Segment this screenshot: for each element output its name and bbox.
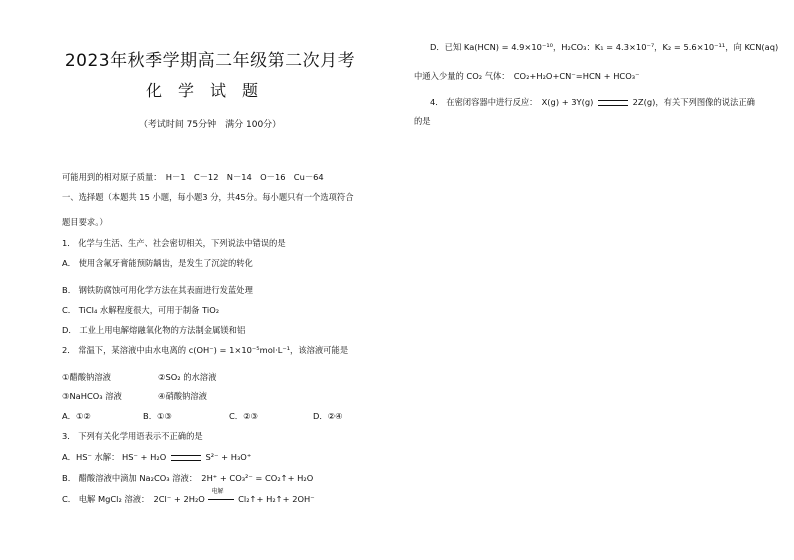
q3-option-a [62,452,251,463]
q2-item-1: ①醋酸钠溶液 [62,372,111,382]
equilibrium-arrow-q4 [598,100,628,106]
page-title: 2023年秋季学期高二年级第二次月考 [64,51,356,71]
q1-option-b: B． 钢铁防腐蚀可用化学方法在其表面进行发蓝处理 [62,285,253,295]
electrolysis-arrow [207,488,235,505]
q1-option-c: C． TiCl₄ 水解程度很大，可用于制备 TiO₂ [62,305,220,315]
q1-option-a: A． 使用含氟牙膏能预防龋齿，是发生了沉淀的转化 [62,258,253,268]
q2-option-a: A．①② [62,411,91,421]
q3-a-left: HS⁻ + H₂O [122,452,167,462]
q1-option-d: D． 工业上用电解熔融氧化物的方法制金属镁和铝 [62,325,246,335]
q2-option-b: B．①③ [143,411,172,421]
q2-item-4: ④硝酸钠溶液 [158,391,207,401]
equilibrium-arrow [171,455,201,461]
q3-c-right: Cl₂↑+ H₂↑+ 2OH⁻ [238,494,315,504]
q2-item-2: ②SO₂ 的水溶液 [158,372,217,382]
subject-title: 化学试题 [145,81,274,100]
q4-stem-left: 4． 在密闭容器中进行反应： X(g) + 3Y(g) [430,97,594,107]
q3-option-c [62,488,315,505]
q3-c-label: C． 电解 MgCl₂ 溶液： 2Cl⁻ + 2H₂O [62,494,205,504]
q1-stem: 1． 化学与生活、生产、社会密切相关，下列说法中错误的是 [62,238,286,248]
section1-heading-cont: 题目要求。） [62,217,108,227]
q2-item-3: ③NaHCO₃ 溶液 [62,391,122,401]
exam-info: （考试时间 75分钟 满分 100分） [138,120,282,130]
q3-a-right: S²⁻ + H₃O⁺ [205,452,252,462]
q4-stem [430,97,755,108]
q4-stem-right: 2Z(g)，有关下列图像的说法正确 [632,97,755,107]
electrolysis-condition: 电解 [211,488,224,495]
section1-heading: 一、选择题（本题共 15 小题，每小题3 分，共45分。每小题只有一个选项符合 [62,192,354,202]
q3-option-d-cont: 中通入少量的 CO₂ 气体： CO₂+H₂O+CN⁻=HCN + HCO₃⁻ [414,71,640,81]
reaction-line [208,499,234,500]
q3-option-b: B． 醋酸溶液中滴加 Na₂CO₃ 溶液： 2H⁺ + CO₃²⁻ = CO₂↑+ H₂O [62,473,314,483]
q2-option-d: D．②④ [313,411,343,421]
right-column [400,0,794,560]
q2-option-c: C．②③ [229,411,258,421]
q4-stem-cont: 的是 [414,116,431,126]
q3-a-label: A．HS⁻ 水解： [62,452,120,462]
q3-stem: 3． 下列有关化学用语表示不正确的是 [62,431,203,441]
q2-stem: 2． 常温下，某溶液中由水电离的 c(OH⁻) = 1×10⁻⁵mol·L⁻¹，该溶液可能是 [62,345,349,355]
atomic-masses: 可能用到的相对原子质量： H－1 C－12 N－14 O－16 Cu－64 [62,172,324,182]
q3-option-d: D．已知 Ka(HCN) = 4.9×10⁻¹⁰，H₂CO₃：K₁ = 4.3×10⁻⁷，K₂ = 5.6×10⁻¹¹，向 KCN(aq) [430,42,779,52]
